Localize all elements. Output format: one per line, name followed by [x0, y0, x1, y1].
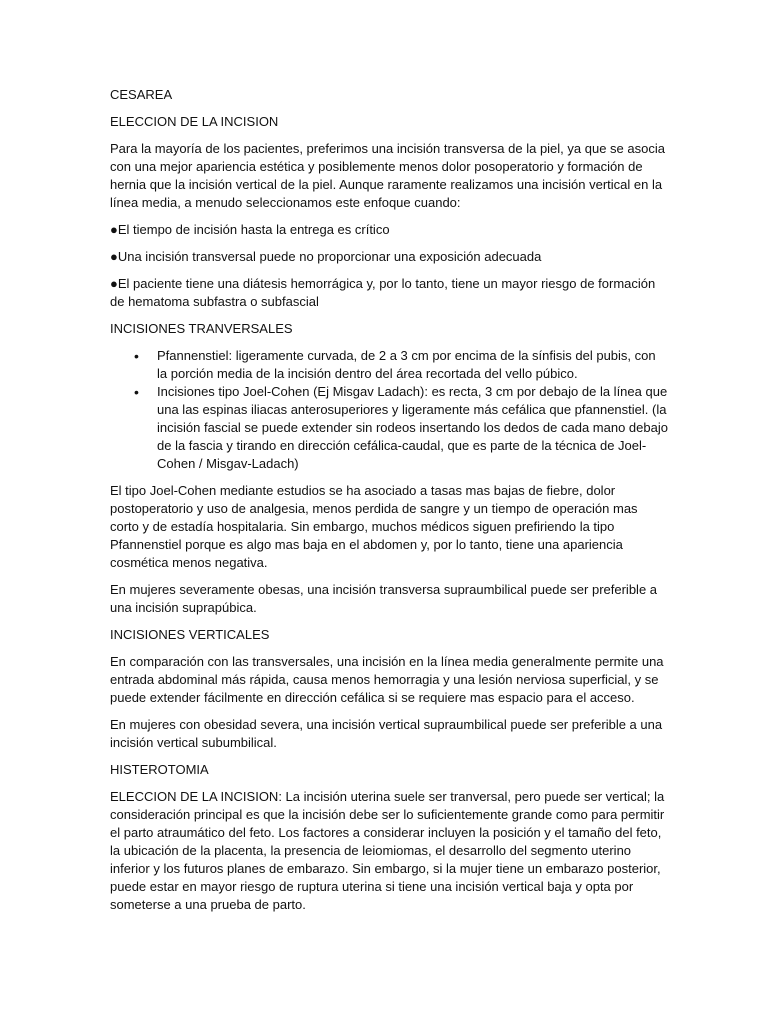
obese-vertical-paragraph: En mujeres con obesidad severa, una incisión vertical supraumbilical puede ser preferible a una incisión vertical subumbilical.: [110, 717, 663, 750]
section-heading-transversal: INCISIONES TRANVERSALES: [110, 321, 293, 336]
vertical-paragraph: En comparación con las transversales, una incisión en la línea media generalmente permite una entrada abdominal más rápida, causa menos hemorragia y una lesión nerviosa superficial, y se puede extender fácilmente en dirección cefálica si se requiere mas espacio para el acceso.: [110, 654, 664, 705]
section-heading-histerotomia: HISTEROTOMIA: [110, 762, 209, 777]
histerotomia-paragraph: ELECCION DE LA INCISION: La incisión uterina suele ser tranversal, pero puede ser vertical; la consideración principal es que la incisión debe ser lo suficientemente grande como para permitir el parto atraumático del feto. Los factores a considerar incluyen la posición y el tamaño del feto, la ubicación de la placenta, la presencia de leiomiomas, el desarrollo del segmento uterino inferior y los futuros planes de embarazo. Sin embargo, si la mujer tiene un embarazo posterior, puede estar en mayor riesgo de ruptura uterina si tiene una incisión vertical baja y opta por someterse a una prueba de parto.: [110, 789, 665, 912]
transversal-list: [110, 347, 668, 473]
criterion-item: ●El paciente tiene una diátesis hemorrágica y, por lo tanto, tiene un mayor riesgo de formación de hematoma subfastra o subfascial: [110, 276, 656, 309]
criterion-item: ●El tiempo de incisión hasta la entrega es crítico: [110, 222, 390, 237]
transversal-list-item: • Pfannenstiel: ligeramente curvada, de 2 a 3 cm por encima de la sínfisis del pubis, con la porción media de la incisión dentro del área recortada del vello púbico.: [157, 347, 668, 383]
transversal-list-item: • Incisiones tipo Joel-Cohen (Ej Misgav Ladach): es recta, 3 cm por debajo de la línea que una las espinas iliacas anterosuperiores y ligeramente más cefálica que pfannenstiel. (la incisión fascial se puede extender sin rodeos insertando los dedos de cada mano debajo de la fascia y tirando en dirección cefálica-caudal, que es parte de la técnica de Joel-Cohen / Misgav-Ladach): [157, 383, 668, 473]
joel-cohen-paragraph: El tipo Joel-Cohen mediante estudios se ha asociado a tasas mas bajas de fiebre, dolor postoperatorio y uso de analgesia, menos perdida de sangre y un tiempo de operación mas corto y de estadía hospitalaria. Sin embargo, muchos médicos siguen prefiriendo la tipo Pfannenstiel porque es algo mas baja en el abdomen y, por lo tanto, tiene una apariencia cosmética menos negativa.: [110, 483, 638, 570]
criterion-item: ●Una incisión transversal puede no proporcionar una exposición adecuada: [110, 249, 542, 264]
section-heading-incision-choice: ELECCION DE LA INCISION: [110, 114, 279, 129]
intro-paragraph: Para la mayoría de los pacientes, preferimos una incisión transversa de la piel, ya que se asocia con una mejor apariencia estética y posiblemente menos dolor posoperatorio y formación de hernia que la incisión vertical de la piel. Aunque raramente realizamos una incisión vertical en la línea media, a menudo seleccionamos este enfoque cuando:: [110, 141, 665, 210]
obese-transverse-paragraph: En mujeres severamente obesas, una incisión transversa supraumbilical puede ser preferible a una incisión suprapúbica.: [110, 582, 658, 615]
section-heading-vertical: INCISIONES VERTICALES: [110, 627, 270, 642]
document-title: CESAREA: [110, 87, 173, 102]
